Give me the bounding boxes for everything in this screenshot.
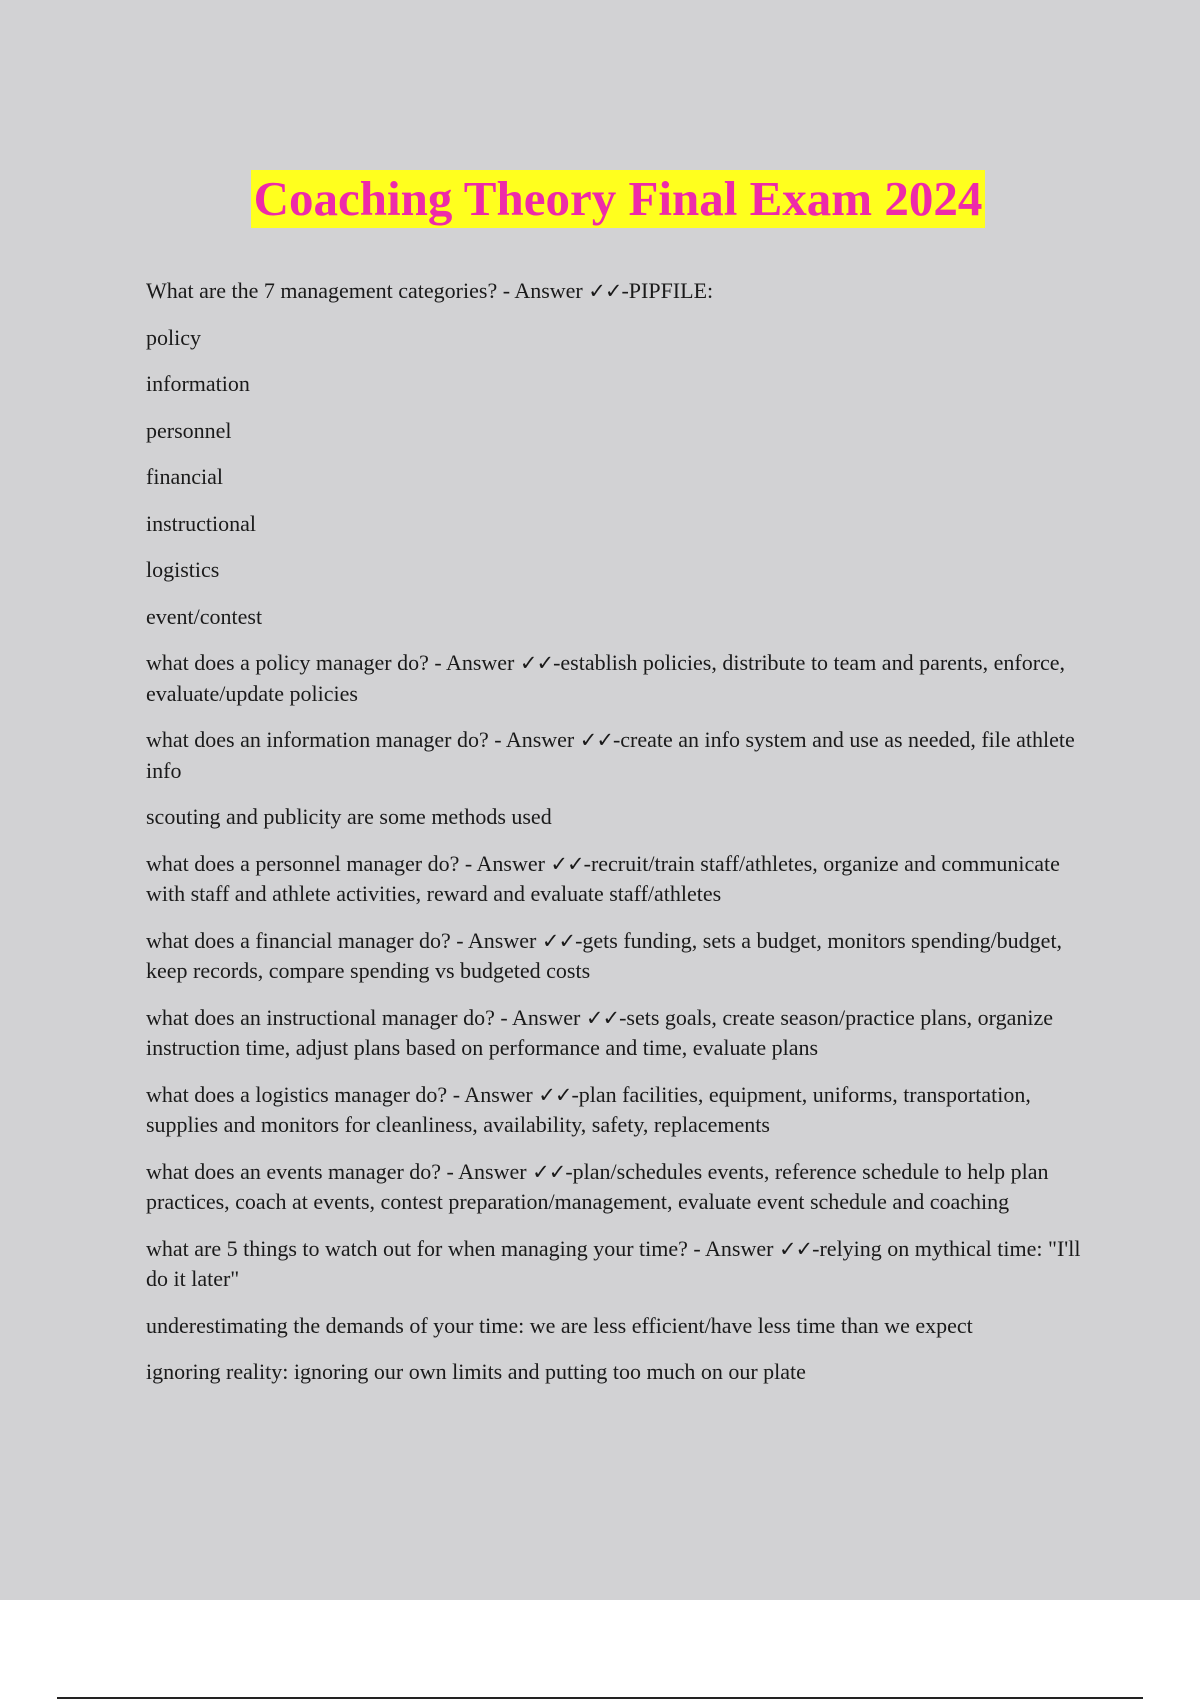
question-text: What are the 7 management categories? - Answer — [146, 278, 589, 303]
question-text: what does a policy manager do? - Answer — [146, 650, 520, 675]
footer-divider — [57, 1697, 1143, 1699]
double-check-icon: ✓✓ — [585, 1005, 620, 1030]
answer-text: -establish policies, distribute to team and parents, enforce, evaluate/update policies — [146, 650, 1066, 706]
list-line: information — [146, 371, 250, 396]
question-text: what does an instructional manager do? - Answer — [146, 1004, 586, 1030]
list-line: event/contest — [146, 603, 263, 629]
answer-text: -relying on mythical time: "I'll do it later" — [146, 1235, 1081, 1291]
answer-text: -recruit/train staff/athletes, organize and communicate with staff and athlete activities, reward and evaluate staff/athletes — [146, 850, 1060, 906]
list-line: scouting and publicity are some methods used — [146, 804, 552, 829]
question-text: what are 5 things to watch out for when managing your time? - Answer — [146, 1235, 779, 1261]
double-check-icon: ✓✓ — [588, 279, 622, 303]
double-check-icon: ✓✓ — [519, 651, 554, 675]
double-check-icon: ✓✓ — [538, 1082, 572, 1107]
question-text: what does a financial manager do? - Answer — [146, 927, 542, 953]
double-check-icon: ✓✓ — [532, 1159, 566, 1184]
list-line: personnel — [146, 417, 232, 443]
question-paragraph — [146, 276, 1090, 307]
document-title: Coaching Theory Final Exam 2024 — [251, 170, 986, 228]
title-wrap — [0, 170, 1200, 228]
list-line: logistics — [146, 557, 220, 582]
question-paragraph — [146, 849, 1090, 910]
answer-text: -sets goals, create season/practice plans, organize instruction time, adjust plans based on performance and time, evaluate plans — [146, 1004, 1053, 1060]
document-body — [146, 276, 1090, 1404]
list-line: policy — [146, 324, 201, 350]
question-paragraph — [146, 1157, 1090, 1218]
answer-text: -gets funding, sets a budget, monitors spending/budget, keep records, compare spending vs budgeted costs — [146, 927, 1063, 983]
question-text: what does a personnel manager do? - Answer — [146, 850, 551, 876]
list-line: ignoring reality: ignoring our own limits and putting too much on our plate — [146, 1359, 806, 1384]
double-check-icon: ✓✓ — [579, 728, 613, 752]
question-paragraph — [146, 725, 1090, 786]
question-paragraph — [146, 648, 1090, 709]
question-paragraph — [146, 926, 1090, 987]
list-line: financial — [146, 464, 223, 489]
question-paragraph — [146, 1234, 1090, 1295]
question-text: what does an events manager do? - Answer — [146, 1158, 533, 1184]
answer-text: -plan facilities, equipment, uniforms, transportation, supplies and monitors for cleanliness, availability, safety, replacements — [146, 1081, 1031, 1137]
question-paragraph — [146, 1003, 1090, 1064]
double-check-icon: ✓✓ — [541, 928, 576, 953]
question-text: what does an information manager do? - Answer — [146, 727, 580, 752]
list-line: instructional — [146, 510, 256, 536]
question-text: what does a logistics manager do? - Answer — [146, 1081, 539, 1107]
answer-text: -create an info system and use as needed, file athlete info — [146, 727, 1075, 783]
double-check-icon: ✓✓ — [778, 1236, 813, 1261]
double-check-icon: ✓✓ — [550, 851, 584, 876]
question-paragraph — [146, 1080, 1090, 1141]
list-line: underestimating the demands of your time: we are less efficient/have less time than we expect — [146, 1312, 973, 1338]
answer-text: -PIPFILE: — [621, 278, 714, 303]
answer-text: -plan/schedules events, reference schedule to help plan practices, coach at events, contest preparation/management, evaluate event schedule and coaching — [146, 1158, 1049, 1214]
